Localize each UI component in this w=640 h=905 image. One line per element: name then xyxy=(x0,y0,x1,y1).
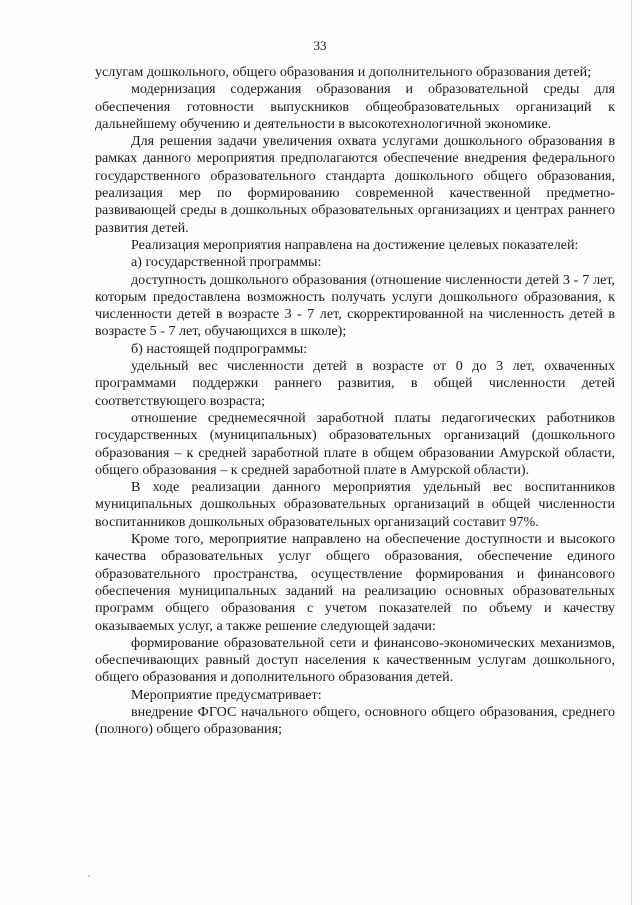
page-number: 33 xyxy=(313,38,327,53)
paragraph: формирование образовательной сети и финансово-экономических механизмов, обеспечивающих равный доступ населения к качественным услугам дошкольного, общего образования и дополнительного образования детей. xyxy=(95,634,615,686)
paragraph: удельный вес численности детей в возрасте от 0 до 3 лет, охваченных программами поддержки раннего развития, в общей численности детей соответствующего возраста; xyxy=(95,358,615,409)
scan-speck xyxy=(88,875,90,877)
paragraph: а) государственной программы: xyxy=(131,254,322,271)
paragraph: Кроме того, мероприятие направлено на обеспечение доступности и высокого качества образовательных услуг общего образования, обеспечение единого образовательного пространства, осуществление формирования и финансового обеспечения муниципальных заданий на реализацию основных образовательных программ общего образования с учетом показателей по объему и качеству оказываемых услуг, а также решение следующей задачи: xyxy=(95,531,615,634)
paragraph: В ходе реализации данного мероприятия удельный вес воспитанников муниципальных дошкольных образовательных организаций в общей численности воспитанников дошкольных образовательных организаций составит 97%. xyxy=(95,479,615,530)
document-body xyxy=(95,64,615,739)
paragraph: модернизация содержания образования и образовательной среды для обеспечения готовности выпускников общеобразовательных организаций к дальнейшему обучению и деятельности в высокотехнологичной экономике. xyxy=(95,81,615,132)
paragraph: внедрение ФГОС начального общего, основного общего образования, среднего (полного) общего образования; xyxy=(95,703,615,738)
paragraph: отношение среднемесячной заработной платы педагогических работников государственных (муниципальных) образовательных организаций (дошкольного образования – к средней заработной плате в общем образовании Амурской области, общего образования – к средней заработной плате в Амурской области). xyxy=(95,409,615,478)
paragraph: доступность дошкольного образования (отношение численности детей 3 - 7 лет, которым предоставлена возможность получать услуги дошкольного образования, к численности детей в возрасте 3 - 7 лет, скорректированной на численность детей в возрасте 5 - 7 лет, обучающихся в школе); xyxy=(95,271,615,340)
paragraph: б) настоящей подпрограммы: xyxy=(131,340,308,357)
scan-edge-line xyxy=(631,0,632,905)
paragraph: услугам дошкольного, общего образования и дополнительного образования детей; xyxy=(95,64,592,80)
paragraph: Для решения задачи увеличения охвата услугами дошкольного образования в рамках данного мероприятия предполагаются обеспечение внедрения федерального государственного образовательного стандарта дошкольного общего образования, реализация мер по формированию современной качественной предметно-развивающей среды в дошкольных образовательных организациях и центрах раннего развития детей. xyxy=(95,133,615,236)
paragraph: Мероприятие предусматривает: xyxy=(131,686,322,703)
paragraph: Реализация мероприятия направлена на достижение целевых показателей: xyxy=(131,236,579,253)
